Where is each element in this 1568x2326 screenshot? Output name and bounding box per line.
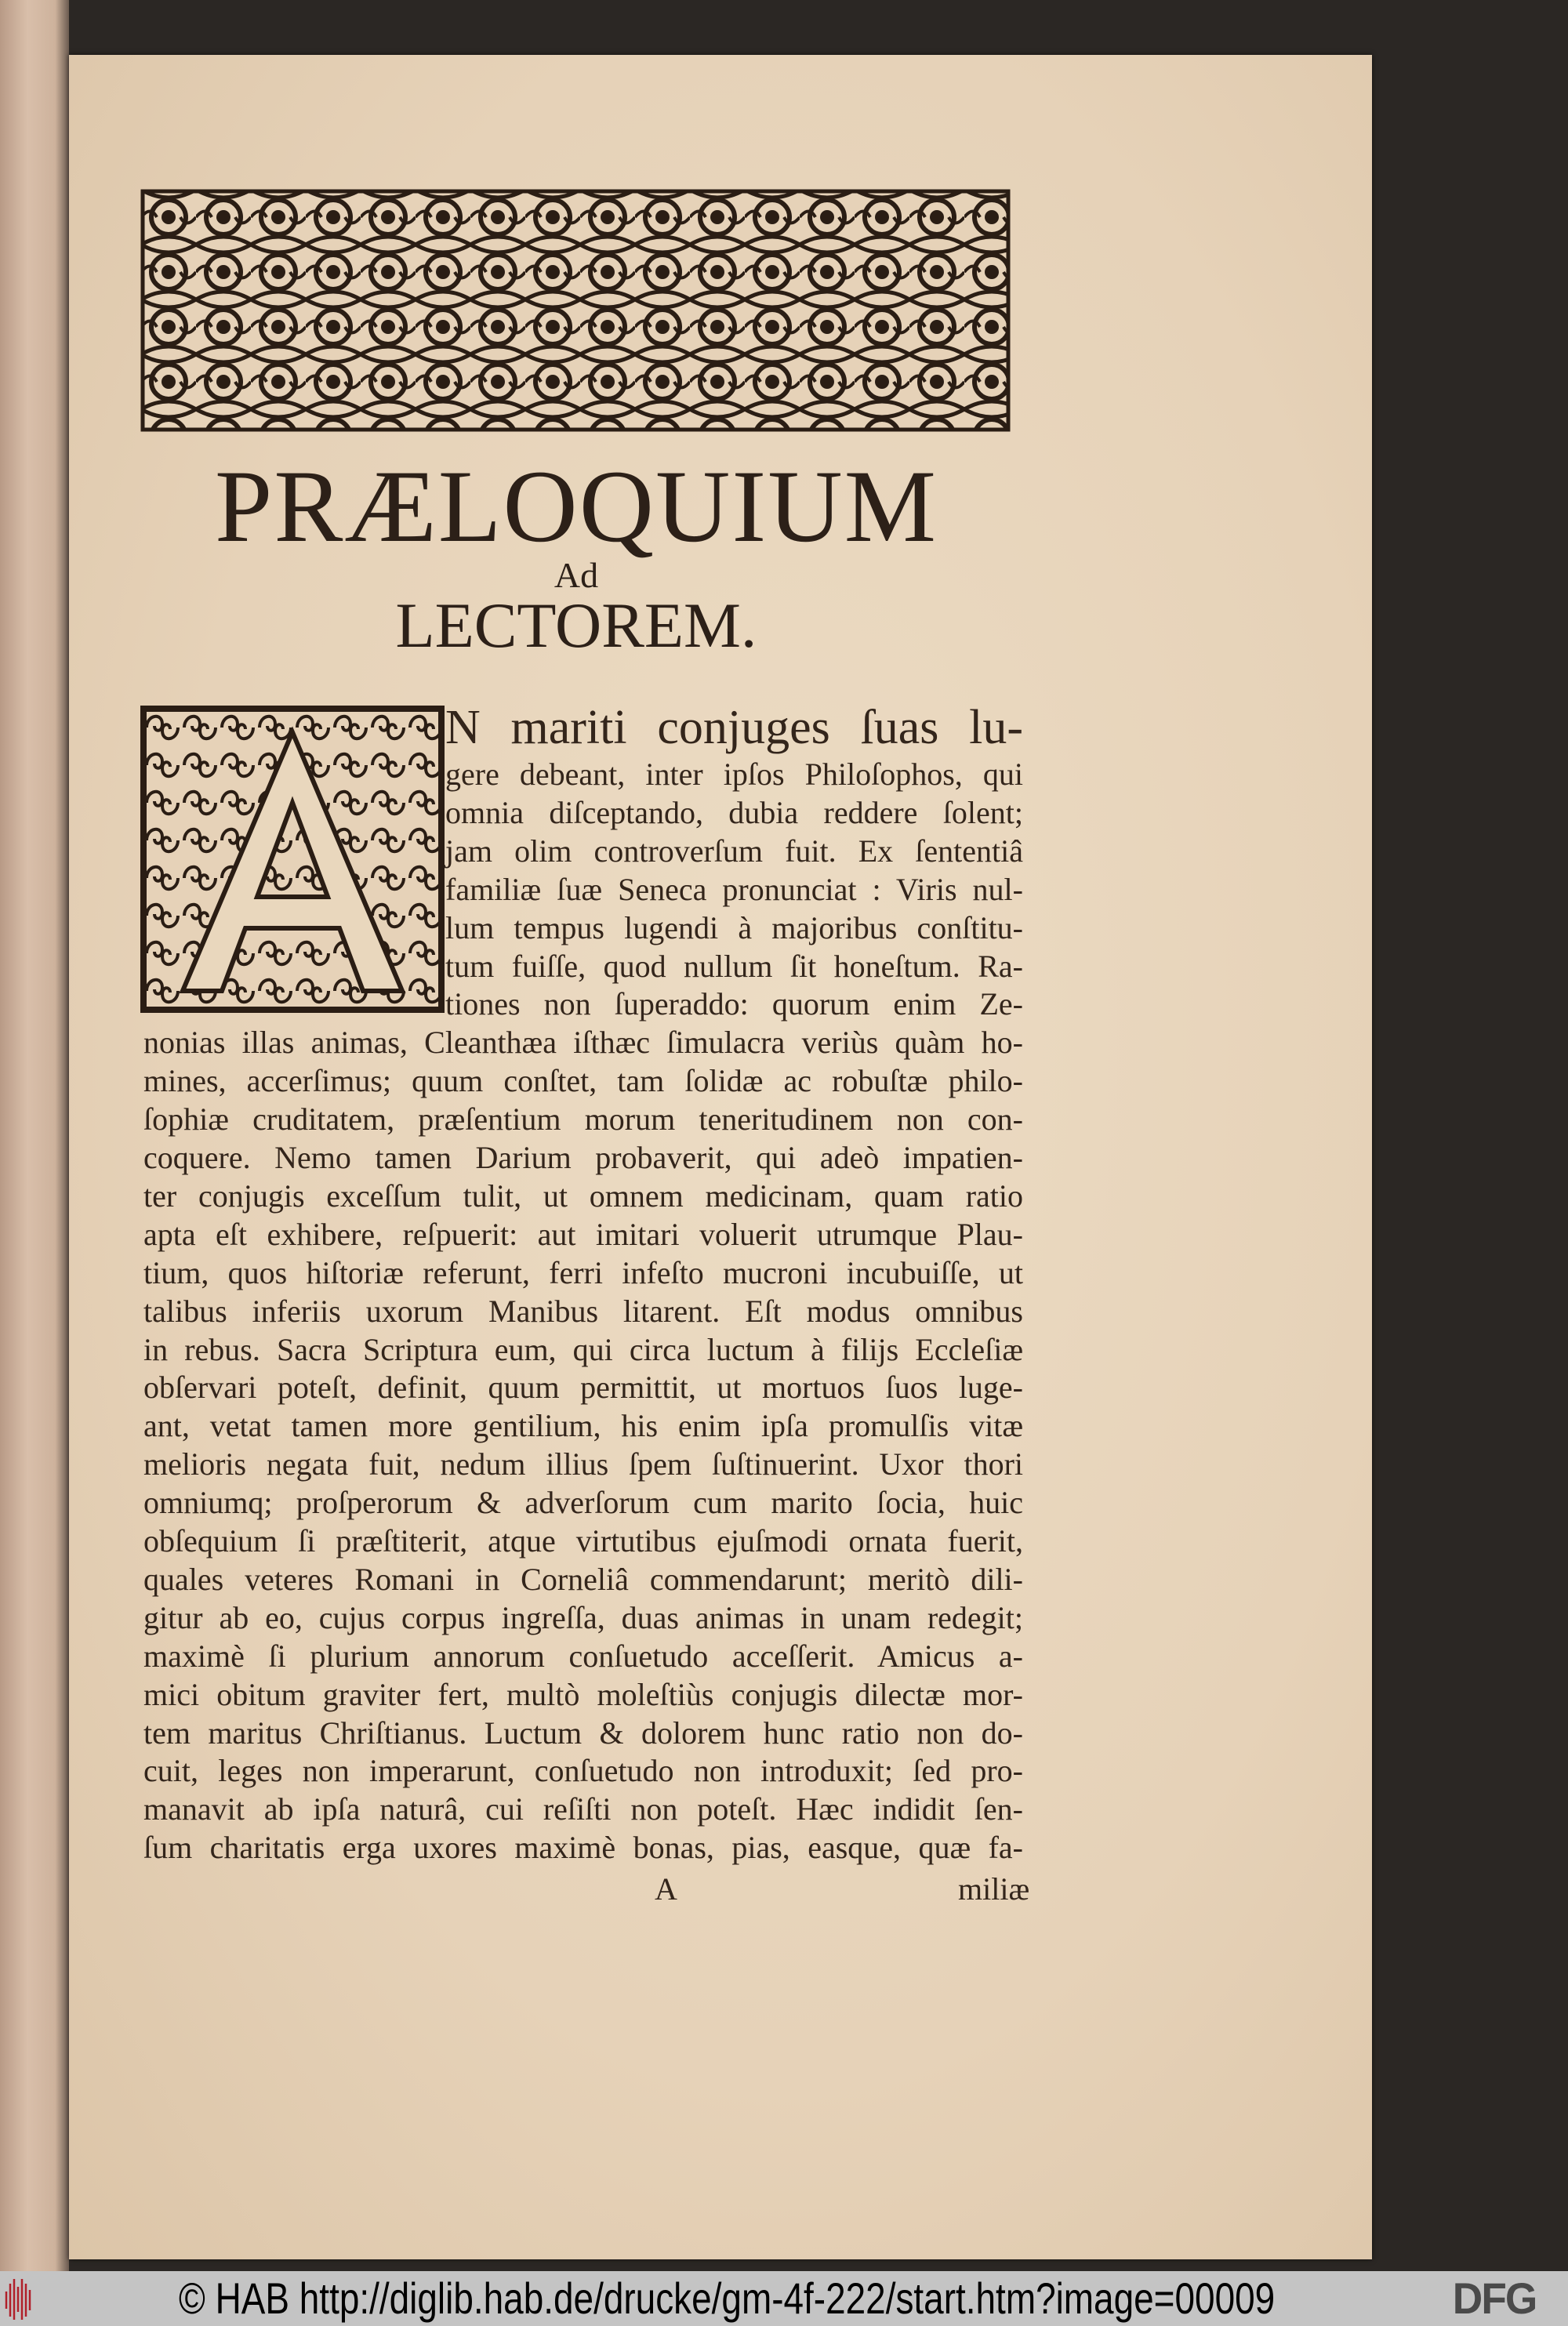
text-line: mines, accerſimus; quum conſtet, tam ſolidæ ac robuſtæ philo- — [143, 1063, 1023, 1099]
text-line: familiæ ſuæ Seneca pronunciat : Viris nul- — [445, 871, 1023, 907]
text-line: jam olim controverſum fuit. Ex ſententiâ — [445, 833, 1023, 869]
adjacent-page-edge — [0, 0, 69, 2271]
title-ad: Ad — [554, 555, 599, 595]
decorated-initial-A — [143, 709, 441, 1010]
footer-bar — [0, 2271, 1568, 2326]
page-title: PRÆLOQUIUM — [214, 448, 938, 564]
text-line: maximè ſi plurium annorum conſuetudo acceſſerit. Amicus a- — [143, 1638, 1023, 1674]
page-subtitle: LECTOREM. — [395, 590, 757, 661]
text-line: cuit, leges non imperarunt, conſuetudo non introduxit; ſed pro- — [143, 1753, 1023, 1789]
text-line: omnia diſceptando, dubia reddere ſolent; — [445, 794, 1023, 830]
copyright-url-link[interactable]: © HAB http://diglib.hab.de/drucke/gm-4f-222/start.htm?image=00009 — [179, 2273, 1276, 2323]
catchword: miliæ — [958, 1871, 1030, 1907]
signature-mark: A — [655, 1871, 677, 1907]
text-line: gere debeant, inter ipſos Philoſophos, qui — [445, 757, 1023, 792]
text-line: tium, quos hiſtoriæ referunt, ferri infeſto mucroni incubuiſſe, ut — [143, 1254, 1023, 1290]
text-line: ant, vetat tamen more gentilium, his enim ipſa promulſis vitæ — [143, 1408, 1023, 1444]
text-line: N mariti conjuges ſuas lu- — [445, 701, 1023, 754]
text-line: tiones non ſuperaddo: quorum enim Ze- — [445, 986, 1023, 1022]
text-line: lum tempus lugendi à majoribus conſtitu- — [445, 909, 1023, 945]
dfg-logo: DFG — [1452, 2273, 1537, 2323]
text-line: coquere. Nemo tamen Darium probaverit, qui adeò impatien- — [143, 1140, 1023, 1175]
text-line: gitur ab eo, cujus corpus ingreſſa, duas animas in unam redegit; — [143, 1599, 1023, 1635]
text-line: talibus inferiis uxorum Manibus litarent. Eſt modus omnibus — [143, 1293, 1023, 1329]
text-line: in rebus. Sacra Scriptura eum, qui circa luctum à filijs Eccleſiæ — [143, 1331, 1023, 1367]
text-line: tum fuiſſe, quod nullum ſit honeſtum. Ra- — [445, 948, 1023, 984]
text-line: ter conjugis exceſſum tulit, ut omnem medicinam, quam ratio — [143, 1178, 1023, 1214]
text-line: ſum charitatis erga uxores maximè bonas, pias, easque, quæ fa- — [143, 1830, 1023, 1866]
text-line: manavit ab ipſa naturâ, cui reſiſti non poteſt. Hæc indidit ſen- — [143, 1791, 1023, 1827]
text-line: obſequium ſi præſtiterit, atque virtutibus ejuſmodi ornata fuerit, — [143, 1523, 1023, 1559]
text-line: apta eſt exhibere, reſpuerit: aut imitari voluerit utrumque Plau- — [143, 1216, 1023, 1252]
text-line: quales veteres Romani in Corneliâ commendarunt; meritò dili- — [143, 1561, 1023, 1597]
text-line: tem maritus Chriſtianus. Luctum & dolorem hunc ratio non do- — [143, 1715, 1023, 1751]
text-line: nonias illas animas, Cleanthæa iſthæc ſimulacra veriùs quàm ho- — [143, 1025, 1023, 1061]
text-line: ſophiæ cruditatem, præſentium morum teneritudinem non con- — [143, 1101, 1023, 1138]
text-line: mici obitum graviter fert, multò moleſtiùs conjugis dilectæ mor- — [143, 1676, 1023, 1712]
text-line: melioris negata fuit, nedum illius ſpem ſuſtinuerint. Uxor thori — [143, 1446, 1023, 1482]
floral-headpiece-ornament — [141, 190, 1010, 431]
text-line: obſervari poteſt, definit, quum permittit, ut mortuos ſuos luge- — [143, 1370, 1023, 1406]
text-line: omniumq; proſperorum & adverſorum cum marito ſocia, huic — [143, 1485, 1023, 1521]
hab-logo-icon — [3, 2276, 34, 2323]
